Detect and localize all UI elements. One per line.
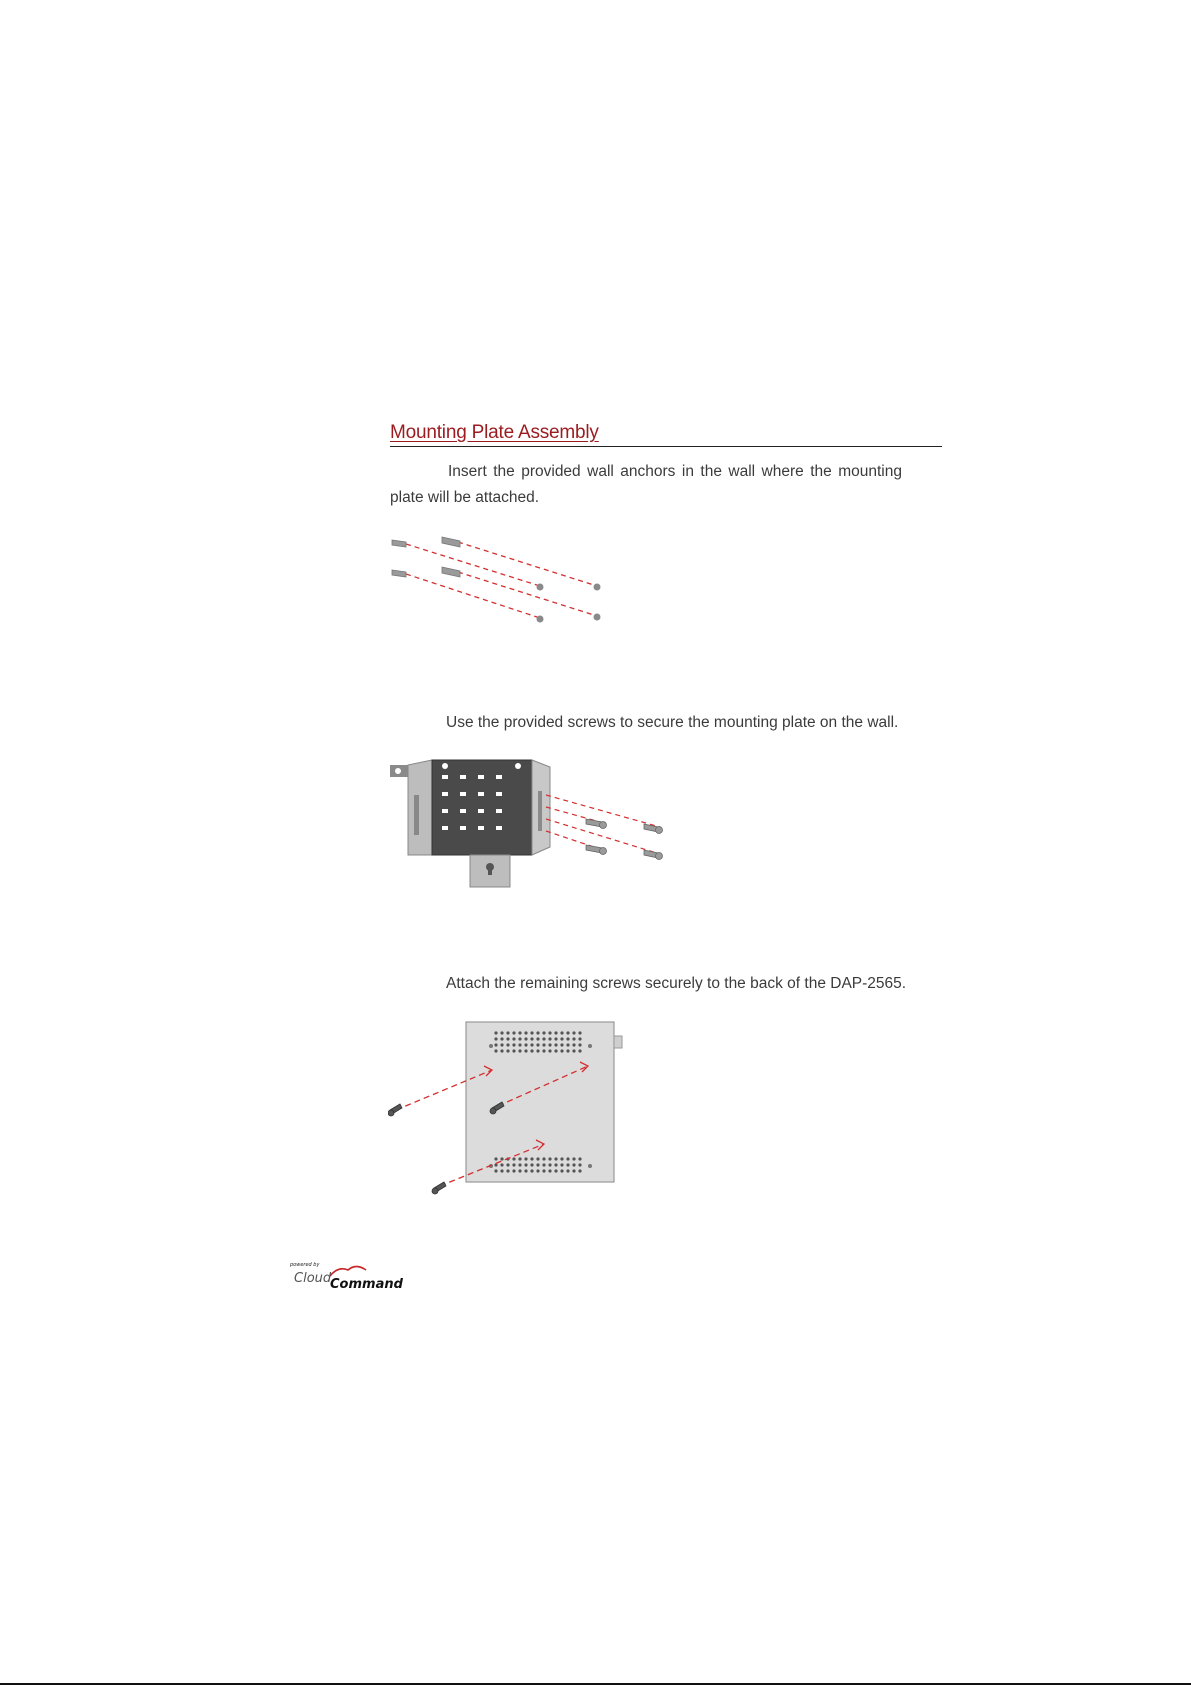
- cloudcommand-logo: [290, 1262, 403, 1296]
- step-1-text: Insert the provided wall anchors in the wall where the mounting plate will be attached.: [390, 463, 902, 506]
- mounting-plate-illustration: [390, 755, 670, 890]
- logo-cloud: Cloud: [294, 1271, 332, 1286]
- wall-anchors-illustration: [390, 530, 610, 630]
- device-back-illustration: [388, 1018, 628, 1203]
- step-2-text: Use the provided screws to secure the mounting plate on the wall.: [446, 714, 899, 731]
- logo-command: Command: [330, 1277, 403, 1292]
- logo-powered-by: powered by: [290, 1262, 320, 1268]
- logo-swoosh-icon: [328, 1264, 368, 1278]
- section-title-text: Mounting Plate Assembly: [390, 422, 599, 443]
- section-title: [390, 420, 942, 447]
- step-3-text: Attach the remaining screws securely to the back of the DAP-2565.: [446, 975, 907, 992]
